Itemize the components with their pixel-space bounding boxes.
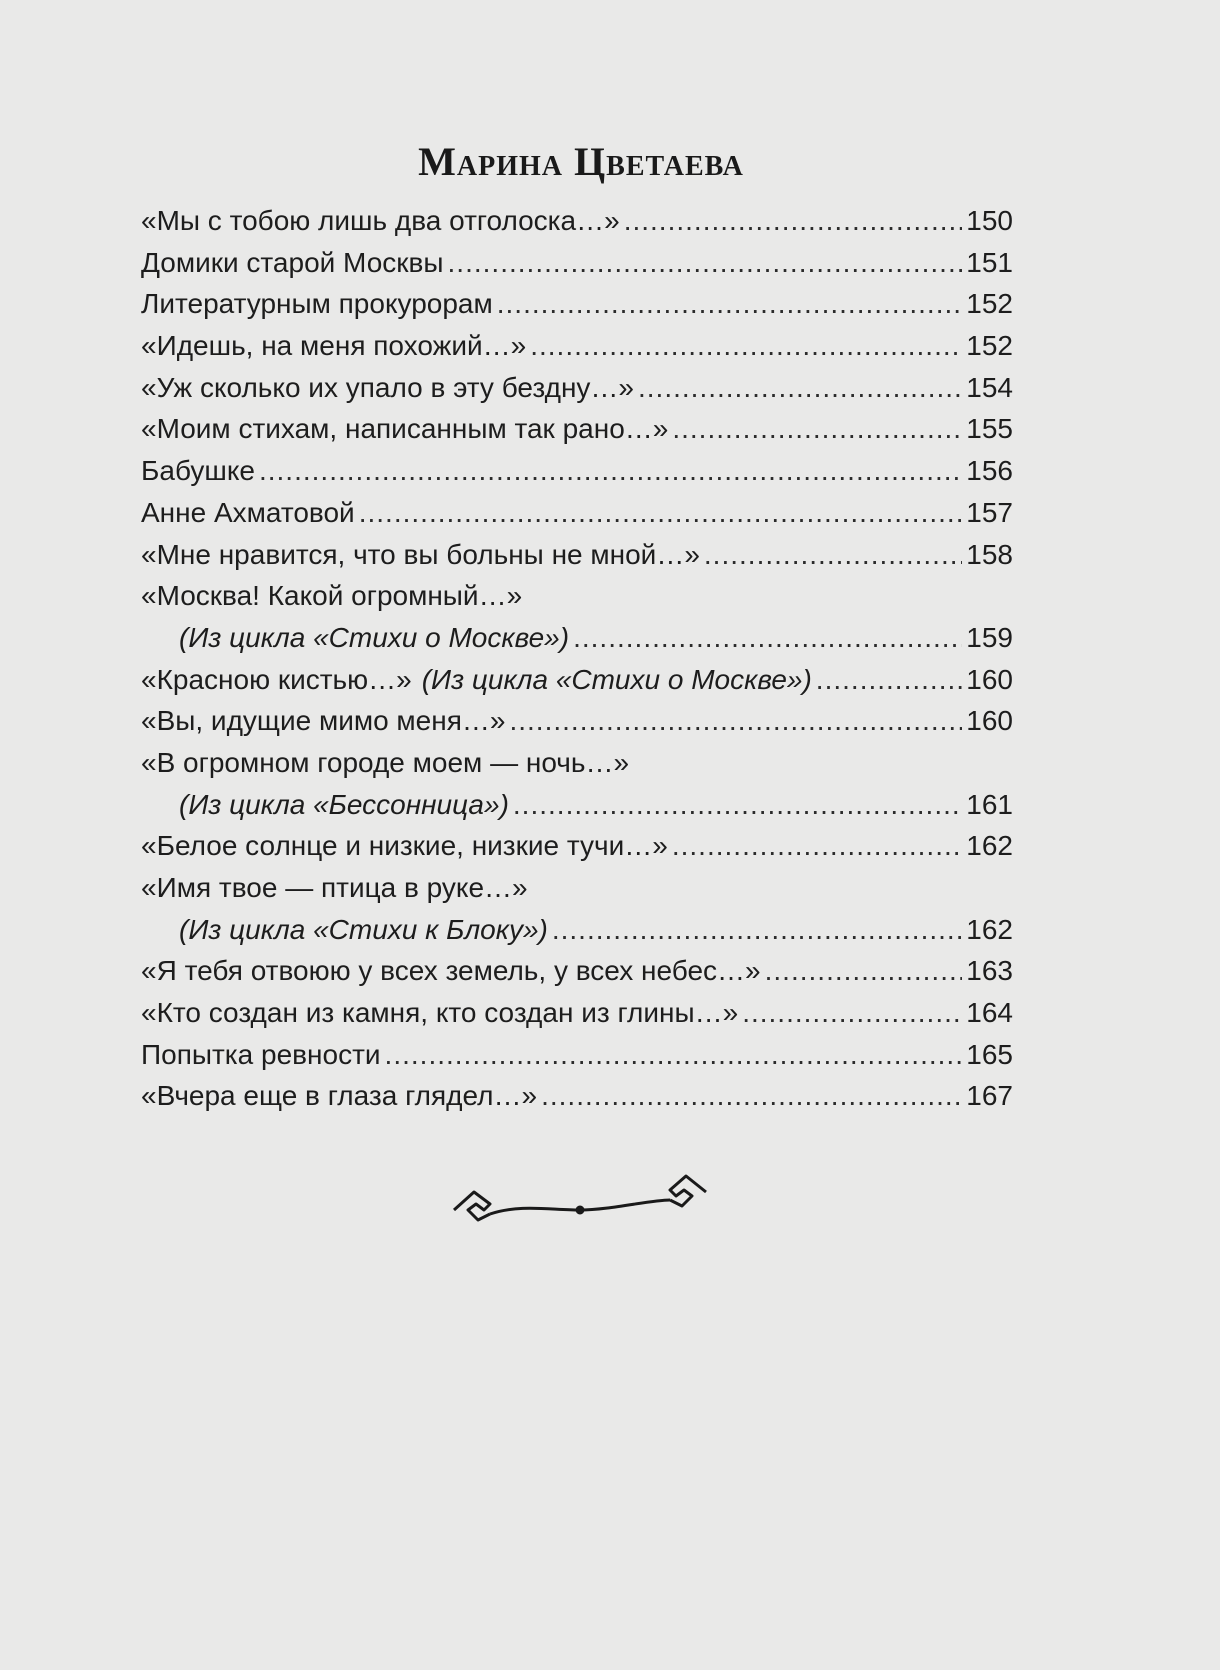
toc-page-number: 164 bbox=[966, 997, 1013, 1029]
toc-entry-title: «Уж сколько их упало в эту бездну…» bbox=[141, 371, 634, 403]
leader-dots bbox=[672, 408, 962, 450]
toc-page-number: 159 bbox=[966, 621, 1013, 653]
leader-dots bbox=[448, 242, 963, 284]
toc-entry-title: «В огромном городе моем — ночь…» bbox=[141, 746, 630, 778]
leader-dots bbox=[573, 617, 962, 659]
toc-entry-title: «Я тебя отвоюю у всех земель, у всех небес…» bbox=[141, 955, 761, 987]
toc-page-number: 155 bbox=[966, 413, 1013, 445]
leader-dots bbox=[624, 200, 963, 242]
toc-entry-title: Анне Ахматовой bbox=[141, 496, 355, 528]
toc-entry-line bbox=[141, 200, 1013, 242]
toc-entry-title: «Красною кистью…» bbox=[141, 663, 412, 695]
toc-entry-line bbox=[141, 575, 1013, 617]
toc-entry-cycle-note: (Из цикла «Стихи о Москве») bbox=[421, 663, 812, 695]
toc-entry-title: Литературным прокурорам bbox=[141, 288, 493, 320]
toc-entry-line bbox=[141, 825, 1013, 867]
toc-page-number: 152 bbox=[966, 330, 1013, 362]
toc-page-number: 160 bbox=[966, 663, 1013, 695]
leader-dots bbox=[552, 909, 962, 951]
toc-entry-line bbox=[141, 408, 1013, 450]
toc-page-number: 162 bbox=[966, 913, 1013, 945]
toc-entry-line bbox=[141, 950, 1013, 992]
decorative-flourish-icon bbox=[450, 1170, 710, 1230]
toc-page-number: 154 bbox=[966, 371, 1013, 403]
toc-page-number: 151 bbox=[966, 246, 1013, 278]
toc-entry-line bbox=[141, 992, 1013, 1034]
toc-entry-title: «Вчера еще в глаза глядел…» bbox=[141, 1080, 538, 1112]
toc-entry-line bbox=[141, 1034, 1013, 1076]
toc-entry-line bbox=[141, 700, 1013, 742]
leader-dots bbox=[704, 534, 962, 576]
toc-entry-line bbox=[141, 784, 1013, 826]
toc-page-number: 150 bbox=[966, 205, 1013, 236]
toc-entry-line bbox=[141, 742, 1013, 784]
toc-entry-title: «Мне нравится, что вы больны не мной…» bbox=[141, 538, 700, 570]
leader-dots bbox=[385, 1034, 963, 1076]
toc-entry-title: Домики старой Москвы bbox=[141, 246, 444, 278]
leader-dots bbox=[513, 784, 962, 826]
leader-dots bbox=[742, 992, 962, 1034]
toc-page-number: 158 bbox=[966, 538, 1013, 570]
toc-entry-line bbox=[141, 909, 1013, 951]
leader-dots bbox=[816, 659, 962, 701]
leader-dots bbox=[672, 825, 962, 867]
toc-entry-line bbox=[141, 659, 1013, 701]
toc-entry-title: «Моим стихам, написанным так рано…» bbox=[141, 413, 669, 445]
toc-page-number: 157 bbox=[966, 496, 1013, 528]
toc-entry-title: «Вы, идущие мимо меня…» bbox=[141, 705, 506, 737]
leader-dots bbox=[509, 700, 962, 742]
leader-dots bbox=[638, 367, 962, 409]
leader-dots bbox=[541, 1075, 962, 1117]
toc-entry-title: «Идешь, на меня похожий…» bbox=[141, 330, 527, 362]
toc-page-number: 162 bbox=[966, 830, 1013, 862]
toc-page-number: 160 bbox=[966, 705, 1013, 737]
toc-entry-title: «Москва! Какой огромный…» bbox=[141, 580, 523, 612]
toc-entry-cycle-note: (Из цикла «Стихи о Москве») bbox=[179, 621, 570, 653]
toc-page-number: 156 bbox=[966, 455, 1013, 487]
toc-entry-line bbox=[141, 867, 1013, 909]
toc-entry-title: «Белое солнце и низкие, низкие тучи…» bbox=[141, 830, 668, 862]
toc-entry-line bbox=[141, 617, 1013, 659]
table-of-contents bbox=[141, 200, 1013, 1117]
toc-entry-cycle-note: (Из цикла «Бессонница») bbox=[179, 788, 509, 820]
toc-entry-line bbox=[141, 242, 1013, 284]
toc-entry-title: Попытка ревности bbox=[141, 1038, 381, 1070]
toc-page-number: 163 bbox=[966, 955, 1013, 987]
leader-dots bbox=[359, 492, 963, 534]
toc-entry-line bbox=[141, 450, 1013, 492]
toc-entry-cycle-note: (Из цикла «Стихи к Блоку») bbox=[179, 913, 548, 945]
toc-entry-title: «Мы с тобою лишь два отголоска…» bbox=[141, 205, 620, 236]
leader-dots bbox=[530, 325, 962, 367]
toc-entry-line bbox=[141, 534, 1013, 576]
toc-page-number: 161 bbox=[966, 788, 1013, 820]
toc-entry-line bbox=[141, 492, 1013, 534]
toc-page-number: 165 bbox=[966, 1038, 1013, 1070]
toc-page-number: 152 bbox=[966, 288, 1013, 320]
leader-dots bbox=[765, 950, 963, 992]
toc-entry-title: «Имя твое — птица в руке…» bbox=[141, 872, 528, 903]
toc-entry-line bbox=[141, 1075, 1013, 1117]
section-title: Марина Цветаева bbox=[418, 139, 744, 184]
toc-entry-line bbox=[141, 325, 1013, 367]
toc-entry-title: Бабушке bbox=[141, 455, 255, 487]
toc-entry-title: «Кто создан из камня, кто создан из глины…» bbox=[141, 997, 739, 1029]
toc-entry-line bbox=[141, 367, 1013, 409]
toc-page-number: 167 bbox=[966, 1080, 1013, 1112]
leader-dots bbox=[497, 283, 963, 325]
toc-entry-line bbox=[141, 283, 1013, 325]
leader-dots bbox=[259, 450, 962, 492]
